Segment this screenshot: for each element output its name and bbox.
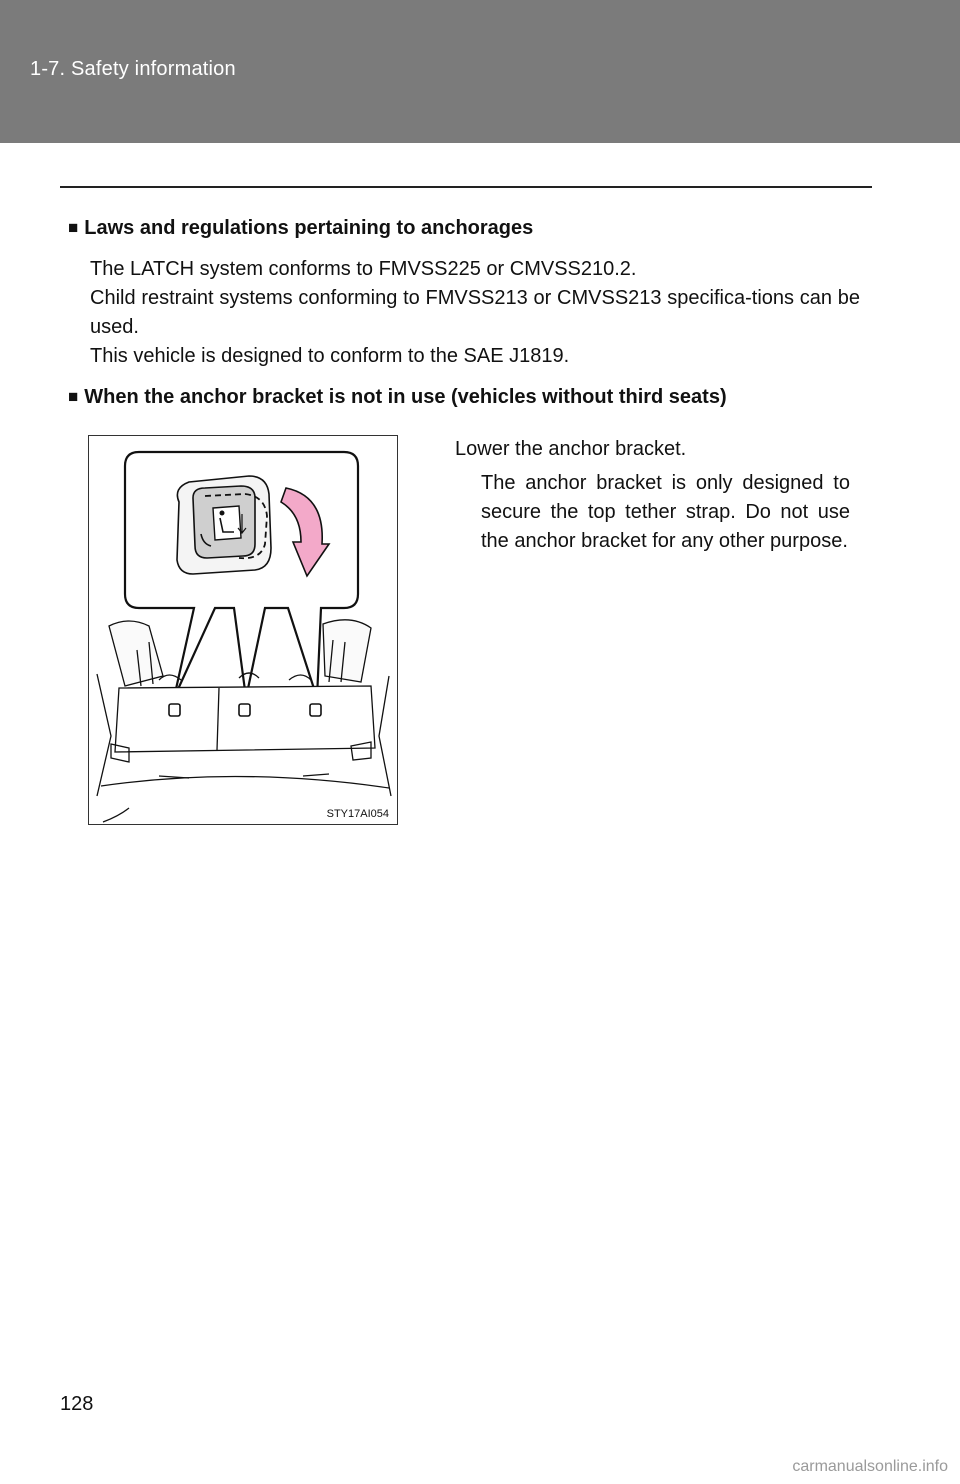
laws-paragraph	[90, 255, 860, 371]
heading-laws-text: Laws and regulations pertaining to anchorages	[84, 217, 534, 239]
cargo-area-illustration	[89, 436, 398, 825]
laws-line-3: This vehicle is designed to conform to the SAE J1819.	[90, 345, 570, 367]
anchor-bracket-figure	[88, 435, 398, 825]
bullet-square-icon: ■	[68, 387, 79, 406]
figure-code: STY17AI054	[326, 808, 389, 820]
anchor-bracket-closeup-icon	[177, 476, 271, 574]
header-rule	[60, 186, 872, 188]
heading-laws	[68, 217, 533, 240]
bullet-square-icon: ■	[68, 218, 79, 237]
heading-anchor-bracket	[68, 386, 727, 409]
instruction-step: Lower the anchor bracket.	[455, 438, 687, 460]
section-title: 1-7. Safety information	[30, 58, 236, 80]
page-number: 128	[60, 1393, 94, 1415]
instruction-note: The anchor bracket is only designed to secure the top tether strap. Do not use the anchor bracket for any other purpose.	[481, 472, 850, 552]
laws-line-2: Child restraint systems conforming to FMVSS213 or CMVSS213 specifica-tions can be used.	[90, 287, 860, 338]
heading-anchor-bracket-text: When the anchor bracket is not in use (vehicles without third seats)	[84, 386, 727, 408]
laws-line-1: The LATCH system conforms to FMVSS225 or CMVSS210.2.	[90, 258, 637, 280]
watermark: carmanualsonline.info	[792, 1458, 948, 1475]
